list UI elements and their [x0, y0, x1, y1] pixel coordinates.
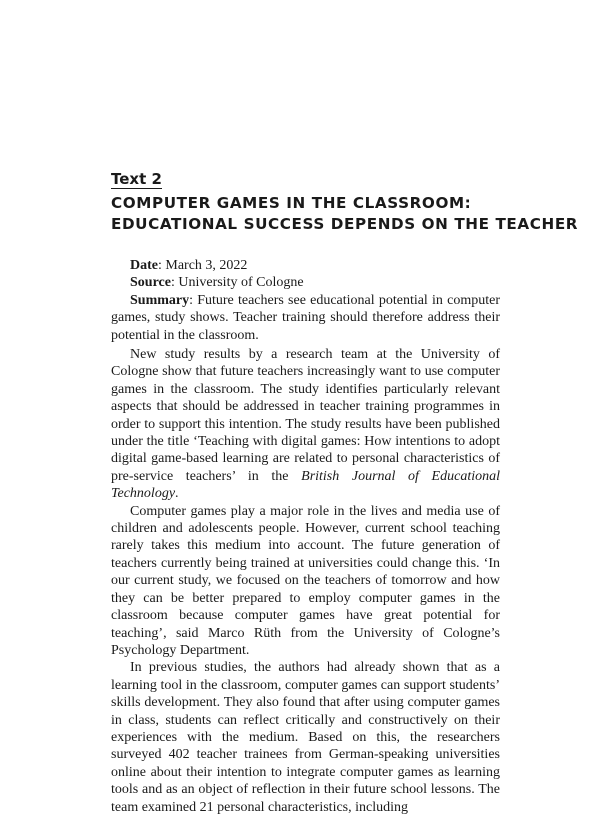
paragraph-2: Computer games play a major role in the lives and media use of children and adolescents people. However, current school teaching rarely takes this medium into account. The future generation of teachers currently being trained at universities could change this. ‘In our current study, we focused on the teachers of tomorrow and how they can be better prepared to employ computer games in the classroom because computer games have great potential for teaching’, said Marco Rüth from the University of Cologne’s Psychology Department.	[111, 503, 500, 658]
section-label: Text 2	[111, 170, 162, 188]
article-body	[111, 346, 500, 816]
article-meta	[111, 257, 500, 344]
paragraph-1-end: .	[175, 486, 179, 502]
headline-line-2: EDUCATIONAL SUCCESS DEPENDS ON THE TEACHER	[111, 215, 579, 233]
paragraph-3: In previous studies, the authors had already shown that as a learning tool in the classroom, computer games can support students’ skills development. They also found that after using computer games in class, students can reflect critically and constructively on their experiences with the medium. Based on this, the researchers surveyed 402 teacher trainees from German-speaking universities online about their intention to integrate computer games as learning tools and as an object of reflection in their future school lessons. The team examined 21 personal characteristics, including	[111, 660, 500, 815]
source-line	[111, 274, 500, 291]
date-line	[111, 257, 500, 274]
date-label: Date	[130, 258, 158, 273]
paragraph-1	[111, 346, 500, 503]
journal-title: British Journal of Educational Technology	[111, 468, 500, 502]
source-label: Source	[130, 275, 171, 291]
headline-line-1: COMPUTER GAMES IN THE CLASSROOM:	[111, 194, 472, 212]
summary-value: : Future teachers see educational potential in computer games, study shows. Teacher training should therefore address their potential in the classroom.	[111, 292, 500, 343]
summary-label: Summary	[130, 292, 190, 308]
article-headline	[111, 193, 579, 235]
summary-line	[111, 292, 500, 344]
paragraph-1-text: New study results by a research team at the University of Cologne show that future teachers increasingly want to use computer games in the classroom. The study identifies particularly relevant aspects that should be addressed in teacher training programmes in order to support this intention. The study results have been published under the title ‘Teaching with digital games: How intentions to adopt digital game-based learning are related to personal characteristics of pre-service teachers’ in the	[111, 347, 500, 484]
source-value: : University of Cologne	[170, 275, 304, 291]
date-value: : March 3, 2022	[158, 258, 248, 273]
